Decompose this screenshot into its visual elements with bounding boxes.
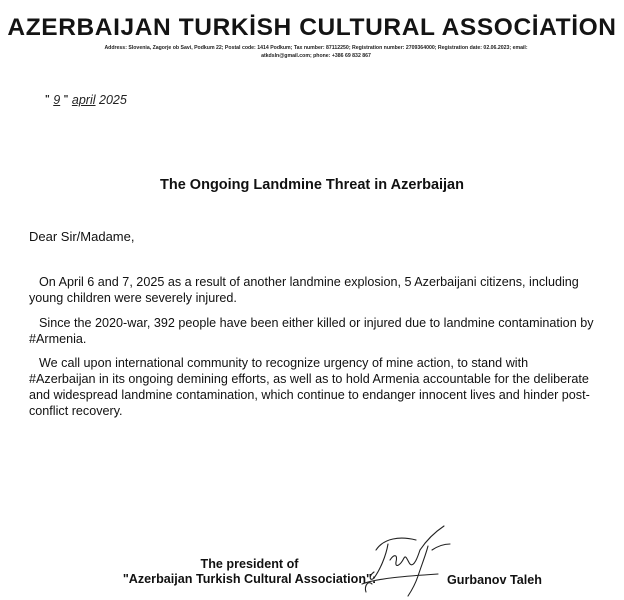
signature-org-line: "Azerbaijan Turkish Cultural Association": (122, 572, 377, 586)
letter-date (45, 93, 127, 107)
body-paragraph: Since the 2020-war, 392 people have been either killed or injured due to landmine contamination by #Armenia. (29, 315, 594, 346)
letter-title: The Ongoing Landmine Threat in Azerbaijan (160, 177, 464, 193)
body-paragraph: On April 6 and 7, 2025 as a result of another landmine explosion, 5 Azerbaijani citizens, including young children were severely injured. (29, 275, 579, 305)
signature-role (122, 557, 377, 587)
date-day: 9 (53, 93, 61, 107)
date-month: april (71, 93, 96, 107)
body-paragraph: We call upon international community to recognize urgency of mine action, to stand with #Azerbaijan in its ongoing demining efforts, as well as to hold Armenia accountable for the deliberate and widespread landmine contamination, which continue to endanger innocent lives and hinder post-conflict recovery. (29, 356, 590, 418)
letter-body (29, 274, 595, 428)
salutation: Dear Sir/Madame, (29, 229, 135, 244)
date-close-quote: " (63, 94, 69, 105)
signer-name: Gurbanov Taleh (447, 573, 542, 587)
organization-name: AZERBAIJAN TURKİSH CULTURAL ASSOCİATİON (7, 14, 617, 41)
organization-address: Address: Slovenia, Zagorje ob Savi, Podkum 22; Postal code: 1414 Podkum; Tax number: 87112250; Registration number: 2709364000; Registration date: 02.06.2023; email: atkdsln@gmail.com; phone: +386 69 832 867 (104, 45, 528, 59)
date-year: 2025 (99, 93, 127, 107)
signature-role-line: The president of (200, 557, 299, 571)
date-open-quote: " (45, 94, 50, 105)
handwritten-signature (358, 520, 468, 600)
